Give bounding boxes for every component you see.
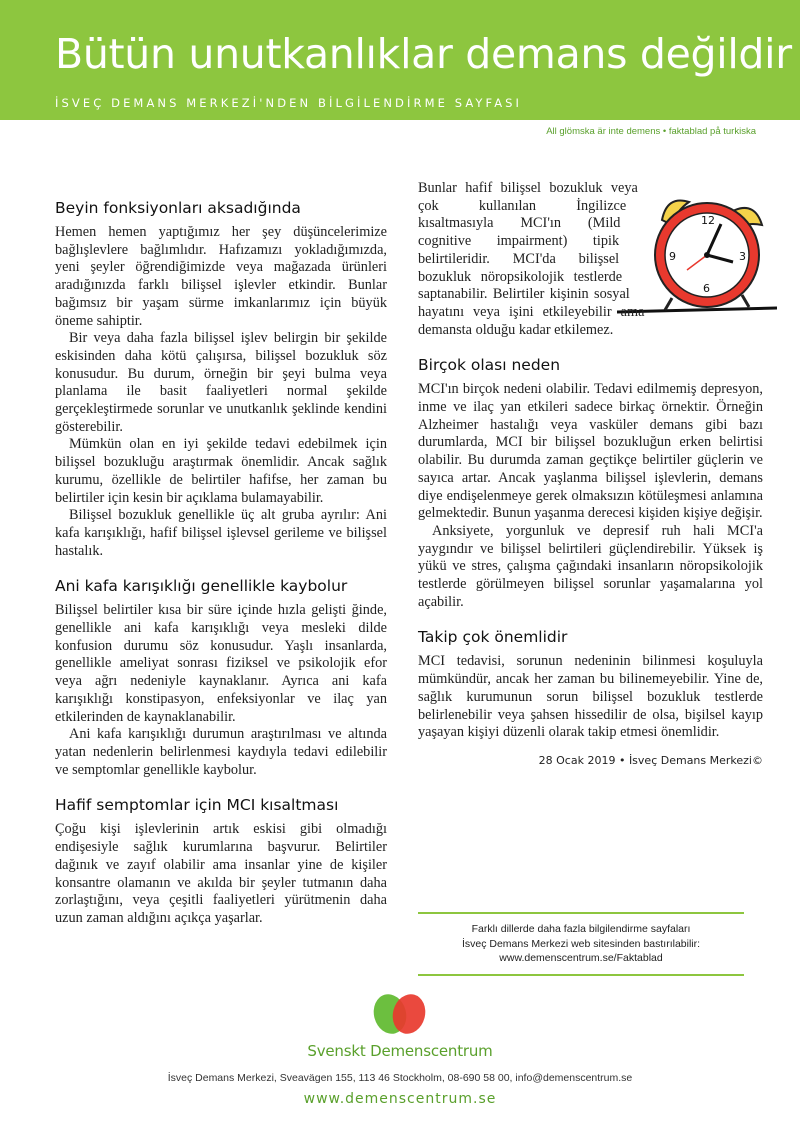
footer xyxy=(0,990,800,1107)
brand-name: Svenskt Demenscentrum xyxy=(307,1042,493,1060)
section-heading: Birçok olası neden xyxy=(418,356,561,375)
section-many-causes xyxy=(418,355,763,611)
header-banner xyxy=(0,0,800,120)
address-line: İsveç Demans Merkezi, Sveavägen 155, 113 46 Stockholm, 08-690 58 00, info@demenscentrum.se xyxy=(167,1072,633,1084)
section-heading: Ani kafa karışıklığı genellikle kaybolur xyxy=(55,577,348,596)
right-column xyxy=(418,180,763,786)
section-sudden-confusion xyxy=(55,576,387,779)
heart-logo-icon xyxy=(365,990,435,1040)
paragraph: MCI tedavisi, sorunun nedeninin bilinmesi koşuluyla mümkündür, ancak her zaman bu bilinemeyebilir. Yine de, sağlık kurumunun sorun bilişsel bozukluk testlerde belirlenebilir veya şahsen hissedilir de olsa, bişilsel kayıp yaşayan kişiyi düzenli olarak takip etmesi önemlidir. xyxy=(418,653,763,741)
paragraph: Mümkün olan en iyi şekilde tedavi edebilmek için bilişsel bozukluğu araştırmak önemlidir. Ancak sağlık kurumu, özellikle de belirtiler hafifse, her zaman bu belirtiler için kesin bir açıklama bulamayabilir. xyxy=(55,436,387,506)
page-subtitle: İSVEÇ DEMANS MERKEZİ'NDEN BİLGİLENDİRME SAYFASI xyxy=(55,96,523,110)
svg-text:12: 12 xyxy=(701,214,715,227)
paragraph: Anksiyete, yorgunluk ve depresif ruh hali MCI'a yaygındır ve bilişsel belirtileri güçlendirebilir. Yüksek iş yükü ve stres, çalışma çağındaki insanların nöropsikolojik testlerde görülmeyen bilişsel sorunlar yaşamalarına yol açabilir. xyxy=(418,522,763,610)
svg-text:6: 6 xyxy=(703,282,710,295)
info-link[interactable]: www.demenscentrum.se/Faktablad xyxy=(499,952,663,964)
section-mci-intro xyxy=(418,180,763,339)
paragraph: Hemen hemen yaptığımız her şey düşüncelerimize bağlışlevlere bağlımlıdır. Hafızamızı yokladığımızda, yeni şeyler öğrendiğimizde veya mağazada ürünleri aradığınızda farklı bilişsel işlevler etkindir. Bunlar bağımsız bir yaşam sürme imkanlarımız için büyük öneme sahiptir. xyxy=(55,224,387,329)
paragraph: Bunlar hafif bilişsel bozukluk veya çok kullanılan İngilizce kısaltmasıyla MCI'ın (Mild cognitive impairment) tipik belirtileridir. MCI'da bilişsel bozukluk nöropsikolojik testlerde saptanabilir. Belirtiler kişinin sosyal hayatını veya işini etkileyebilir ama demansta olduğu kadar etkilemez. xyxy=(418,180,645,338)
info-box xyxy=(418,912,744,976)
section-mci-abbreviation xyxy=(55,795,387,927)
left-column xyxy=(55,198,387,944)
section-brain-functions xyxy=(55,198,387,560)
paragraph: MCI'ın birçok nedeni olabilir. Tedavi edilmemiş depresyon, inme ve ilaç yan etkileri sadece birkaç örnektir. Örneğin Alzheimer hastalığı veya vasküler demans gibi bazı durumlarda, MCI bir bilişsel bozukluğun erken belirtisi olabilir. Bu durumda zaman geçtikçe belirtiler güçlerin ve sayıca artar. Ancak yaşlanma bilişsel işlevlerin, demans diye endişelenmeye gerek olmaksızın kötüleşmesi anlamına gelmektedir. Bunun yaşanma derecesi kişiden kişiye değişir. xyxy=(418,381,763,522)
swedish-caption: All glömska är inte demens • faktablad på turkiska xyxy=(546,126,756,137)
paragraph: Bir veya daha fazla bilişsel işlev belirgin bir şekilde eskisinden daha kötü çalışırsa, bilişsel bozukluk söz konusudur. Bu durum, örneğin bir şeyi bulma veya planlama ile basit faaliyetleri normal şekilde gerçekleştirmede sorunlar ve unutkanlık şeklinde kendini gösterebilir. xyxy=(55,330,387,435)
section-heading: Hafif semptomlar için MCI kısaltması xyxy=(55,796,339,815)
section-follow-up xyxy=(418,627,763,769)
section-heading: Takip çok önemlidir xyxy=(418,628,568,647)
paragraph: Bilişsel belirtiler kısa bir süre içinde hızla gelişti ğinde, genellikle ani kafa karışıklığı veya mesleki dilde konfusion durumu söz konusudur. Yaşlı insanlarda, genellikle ameliyat sonrası fiziksel ve psikolojik efor veya ağrı nedeniyle kaynaklanır. Ayrıca ani kafa karışıklığı konstipasyon, enfeksiyonlar ve ilaç yan etkilerinden de kaynaklanabilir. xyxy=(55,602,387,725)
paragraph: Bilişsel bozukluk genellikle üç alt gruba ayrılır: Ani kafa karışıklığı, hafif bilişsel işlevsel gerileme ve bilişsel hastalık. xyxy=(55,507,387,559)
page-title: Bütün unutkanlıklar demans değildir xyxy=(55,30,792,78)
paragraph: Çoğu kişi işlevlerinin artık eskisi gibi olmadığı endişesiyle sağlık kurumlarına başvurur. Belirtiler dağınık ve zayıf olabilir ama insanlar yine de kişiler konsantre olamanın ve akılda bir şeyler tutmanın daha zorlaştığını, veya çeşitli faaliyetleri yürütmenin daha uzun zaman aldığını açıkça yaşarlar. xyxy=(55,821,387,926)
info-line: Farklı dillerde daha fazla bilgilendirme sayfaları xyxy=(471,923,691,935)
paragraph: Ani kafa karışıklığı durumun araştırılması ve altında yatan nedenlerin belirlenmesi kaydıyla tedavi edilebilir ve semptomlar genellikle kaybolur. xyxy=(55,726,387,778)
svg-text:9: 9 xyxy=(669,250,676,263)
website-link[interactable]: www.demenscentrum.se xyxy=(303,1091,497,1107)
svg-text:3: 3 xyxy=(739,250,746,263)
section-heading: Beyin fonksiyonları aksadığında xyxy=(55,199,301,217)
date-line: 28 Ocak 2019 • İsveç Demans Merkezi© xyxy=(538,753,763,767)
info-line: İsveç Demans Merkezi web sitesinden bastırılabilir: xyxy=(461,937,701,950)
